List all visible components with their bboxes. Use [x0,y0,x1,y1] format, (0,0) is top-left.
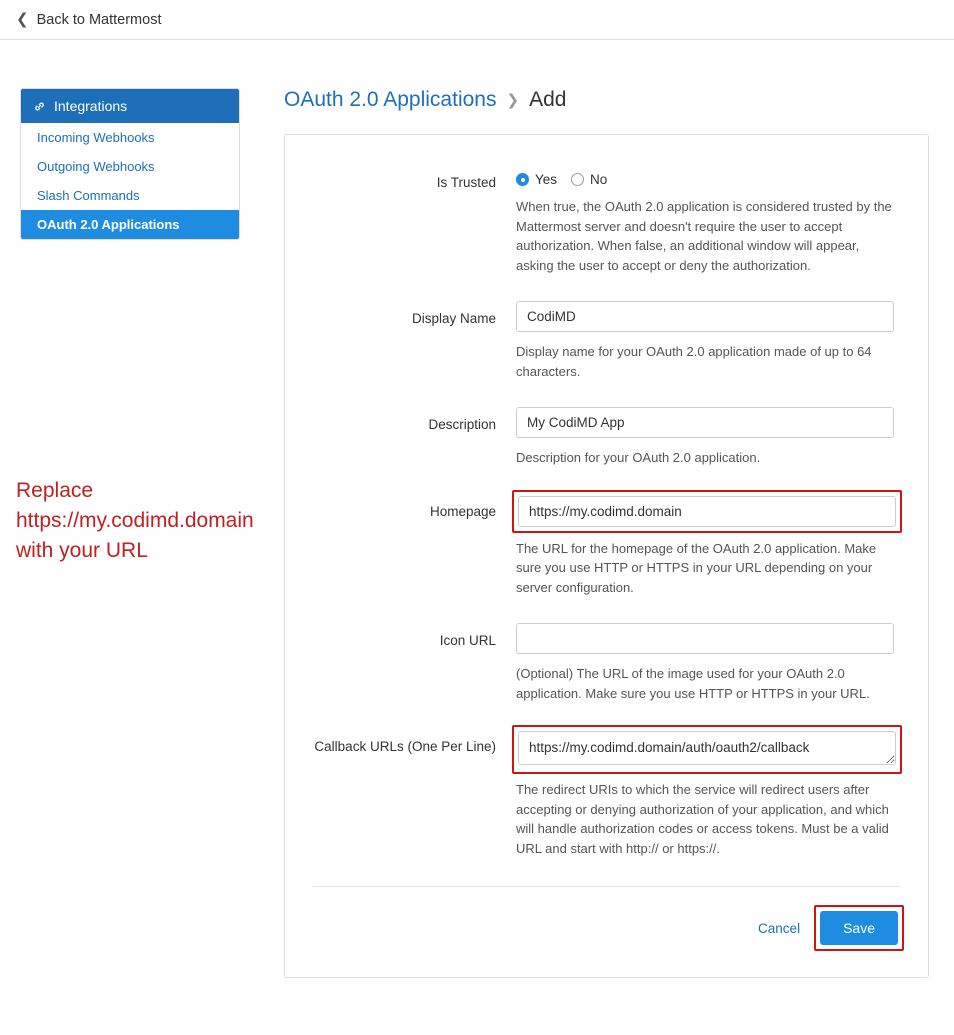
description-input[interactable] [516,407,894,438]
field-row-is-trusted [313,165,900,297]
is-trusted-no-label: No [590,172,608,187]
display-name-input[interactable] [516,301,894,332]
field-row-display-name [313,301,900,403]
is-trusted-no-option[interactable] [571,172,607,187]
is-trusted-radio-group [516,165,900,187]
sidebar-header [21,89,239,123]
callback-urls-textarea[interactable] [518,731,896,765]
field-row-callback-urls [313,729,900,880]
display-name-label: Display Name [411,311,496,326]
oauth-app-form [284,134,929,978]
radio-yes-icon[interactable] [516,173,529,186]
cancel-button[interactable]: Cancel [758,920,801,936]
icon-url-label: Icon URL [439,633,496,648]
sidebar-item-outgoing-webhooks[interactable]: Outgoing Webhooks [21,152,239,181]
is-trusted-label: Is Trusted [436,175,496,190]
callback-urls-highlight-box [512,725,902,774]
breadcrumb-current: Add [529,88,567,111]
description-label: Description [428,417,496,432]
sidebar-item-list [21,123,239,239]
form-footer-actions [313,887,900,957]
sidebar-item-oauth-applications[interactable]: OAuth 2.0 Applications [21,210,239,239]
back-to-mattermost-link[interactable] [16,12,161,28]
field-row-icon-url [313,623,900,725]
sidebar-item-incoming-webhooks[interactable]: Incoming Webhooks [21,123,239,152]
is-trusted-help-text: When true, the OAuth 2.0 application is considered trusted by the Mattermost server and doesn't require the user to accept authorization. When false, an additional window will appear, asking the user to accept or deny the authorization. [516,199,892,273]
field-row-description [313,407,900,490]
save-highlight-box [814,905,904,951]
main-content [284,88,929,978]
radio-no-icon[interactable] [571,173,584,186]
callback-urls-label: Callback URLs (One Per Line) [314,739,496,754]
breadcrumb-parent-link[interactable]: OAuth 2.0 Applications [284,88,497,111]
sidebar-header-label: Integrations [54,98,128,114]
callback-urls-help-text: The redirect URIs to which the service will redirect users after accepting or denying authorization of your application, and which will handle authorization codes or access tokens. Must be a valid URL and start with http:// or https://. [516,782,889,856]
top-bar [0,0,954,40]
sidebar-item-slash-commands[interactable]: Slash Commands [21,181,239,210]
is-trusted-yes-option[interactable] [516,172,557,187]
chevron-right-icon: ❯ [506,91,520,109]
icon-url-input[interactable] [516,623,894,654]
field-row-homepage [313,494,900,620]
back-link-label: Back to Mattermost [36,11,162,28]
breadcrumb [284,88,929,112]
link-icon [33,100,46,113]
homepage-highlight-box [512,490,902,533]
homepage-help-text: The URL for the homepage of the OAuth 2.0 application. Make sure you use HTTP or HTTPS in your URL depending on your server configuration. [516,540,877,595]
annotation-note: Replace https://my.codimd.domain with your URL [16,479,254,562]
sidebar-card [20,88,240,240]
save-button[interactable]: Save [820,911,898,945]
homepage-label: Homepage [429,503,496,519]
homepage-input[interactable] [518,496,896,527]
icon-url-help-text: (Optional) The URL of the image used for your OAuth 2.0 application. Make sure you use HTTP or HTTPS in your URL. [516,666,870,701]
chevron-left-icon: ❮ [16,10,29,28]
is-trusted-yes-label: Yes [535,172,558,187]
description-help-text: Description for your OAuth 2.0 application. [516,450,761,465]
display-name-help-text: Display name for your OAuth 2.0 application made of up to 64 characters. [516,344,872,379]
